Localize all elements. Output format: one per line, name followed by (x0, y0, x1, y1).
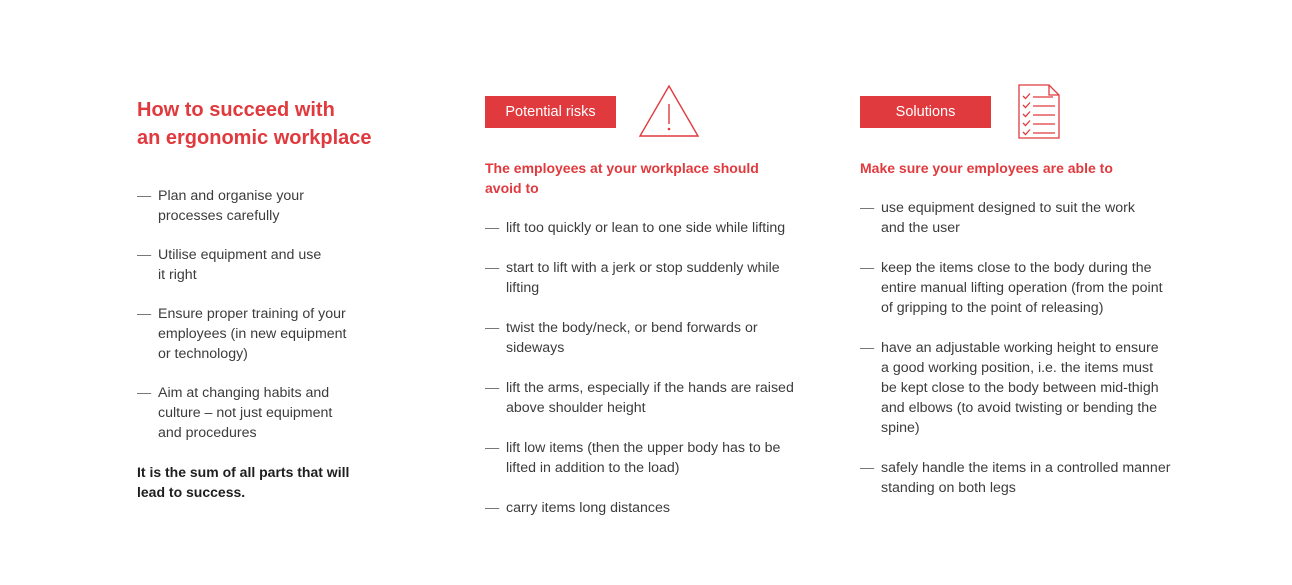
bullet-dash: — (137, 188, 152, 204)
risks-column (485, 84, 840, 538)
item-line: and elbows (to avoid twisting or bending the (881, 400, 1158, 416)
item-line: use equipment designed to suit the work (881, 200, 1135, 216)
intro-list (137, 186, 427, 443)
list-item (860, 458, 1225, 498)
item-line: Aim at changing habits and (158, 385, 330, 401)
item-line: a good working position, i.e. the items must (881, 360, 1154, 376)
list-item (137, 186, 427, 226)
item-line: standing on both legs (881, 480, 1016, 496)
list-item (485, 258, 840, 298)
item-line: start to lift with a jerk or stop suddenly while (506, 260, 780, 276)
bullet-dash: — (137, 247, 152, 263)
title-line: How to succeed with (137, 99, 335, 121)
list-item (485, 218, 840, 238)
list-item (137, 304, 427, 364)
item-line: safely handle the items in a controlled manner (881, 460, 1171, 476)
item-line: lift too quickly or lean to one side while lifting (506, 220, 786, 236)
item-line: above shoulder height (506, 400, 646, 416)
summary-line: It is the sum of all parts that will (137, 464, 350, 480)
item-line: twist the body/neck, or bend forwards or (506, 320, 758, 336)
title-line: an ergonomic workplace (137, 127, 372, 149)
bullet-dash: — (860, 260, 875, 276)
solutions-subhead (860, 158, 1225, 178)
item-line: processes carefully (158, 208, 280, 224)
summary-line: lead to success. (137, 484, 246, 500)
item-line: lift low items (then the upper body has to be (506, 440, 781, 456)
solutions-header (860, 84, 1225, 140)
list-item (485, 378, 840, 418)
item-line: it right (158, 267, 197, 283)
item-line: and procedures (158, 425, 257, 441)
item-line: keep the items close to the body during the (881, 260, 1152, 276)
list-item (860, 338, 1225, 438)
checklist-document-icon (1017, 84, 1061, 145)
solutions-tag: Solutions (860, 96, 991, 128)
solutions-list (860, 198, 1225, 498)
item-line: of gripping to the point of releasing) (881, 300, 1104, 316)
list-item (137, 245, 427, 285)
risks-header (485, 84, 840, 140)
bullet-dash: — (485, 320, 500, 336)
item-line: or technology) (158, 346, 248, 362)
page-title (137, 96, 427, 152)
bullet-dash: — (860, 200, 875, 216)
item-line: and the user (881, 220, 960, 236)
solutions-column (860, 84, 1225, 518)
bullet-dash: — (485, 500, 500, 516)
bullet-dash: — (485, 440, 500, 456)
item-line: carry items long distances (506, 500, 671, 516)
item-line: spine) (881, 420, 920, 436)
item-line: be kept close to the body between mid-thigh (881, 380, 1159, 396)
item-line: sideways (506, 340, 565, 356)
subhead-line: avoid to (485, 180, 539, 196)
item-line: lifting (506, 280, 540, 296)
bullet-dash: — (485, 260, 500, 276)
item-line: culture – not just equipment (158, 405, 333, 421)
risks-subhead (485, 158, 840, 198)
list-item (860, 198, 1225, 238)
item-line: lifted in addition to the load) (506, 460, 680, 476)
bullet-dash: — (860, 340, 875, 356)
list-item (485, 318, 840, 358)
bullet-dash: — (860, 460, 875, 476)
list-item (860, 258, 1225, 318)
list-item (485, 438, 840, 478)
item-line: entire manual lifting operation (from the point (881, 280, 1163, 296)
bullet-dash: — (485, 380, 500, 396)
list-item (137, 383, 427, 443)
risks-list (485, 218, 840, 518)
subhead-line: The employees at your workplace should (485, 160, 759, 176)
item-line: Plan and organise your (158, 188, 304, 204)
summary-text (137, 462, 427, 502)
intro-column (137, 96, 427, 502)
item-line: have an adjustable working height to ensure (881, 340, 1159, 356)
bullet-dash: — (137, 306, 152, 322)
potential-risks-tag: Potential risks (485, 96, 616, 128)
list-item (485, 498, 840, 518)
item-line: Ensure proper training of your (158, 306, 346, 322)
bullet-dash: — (485, 220, 500, 236)
subhead-line: Make sure your employees are able to (860, 160, 1113, 176)
warning-triangle-icon (638, 84, 700, 145)
item-line: employees (in new equipment (158, 326, 347, 342)
item-line: lift the arms, especially if the hands are raised (506, 380, 794, 396)
item-line: Utilise equipment and use (158, 247, 322, 263)
bullet-dash: — (137, 385, 152, 401)
